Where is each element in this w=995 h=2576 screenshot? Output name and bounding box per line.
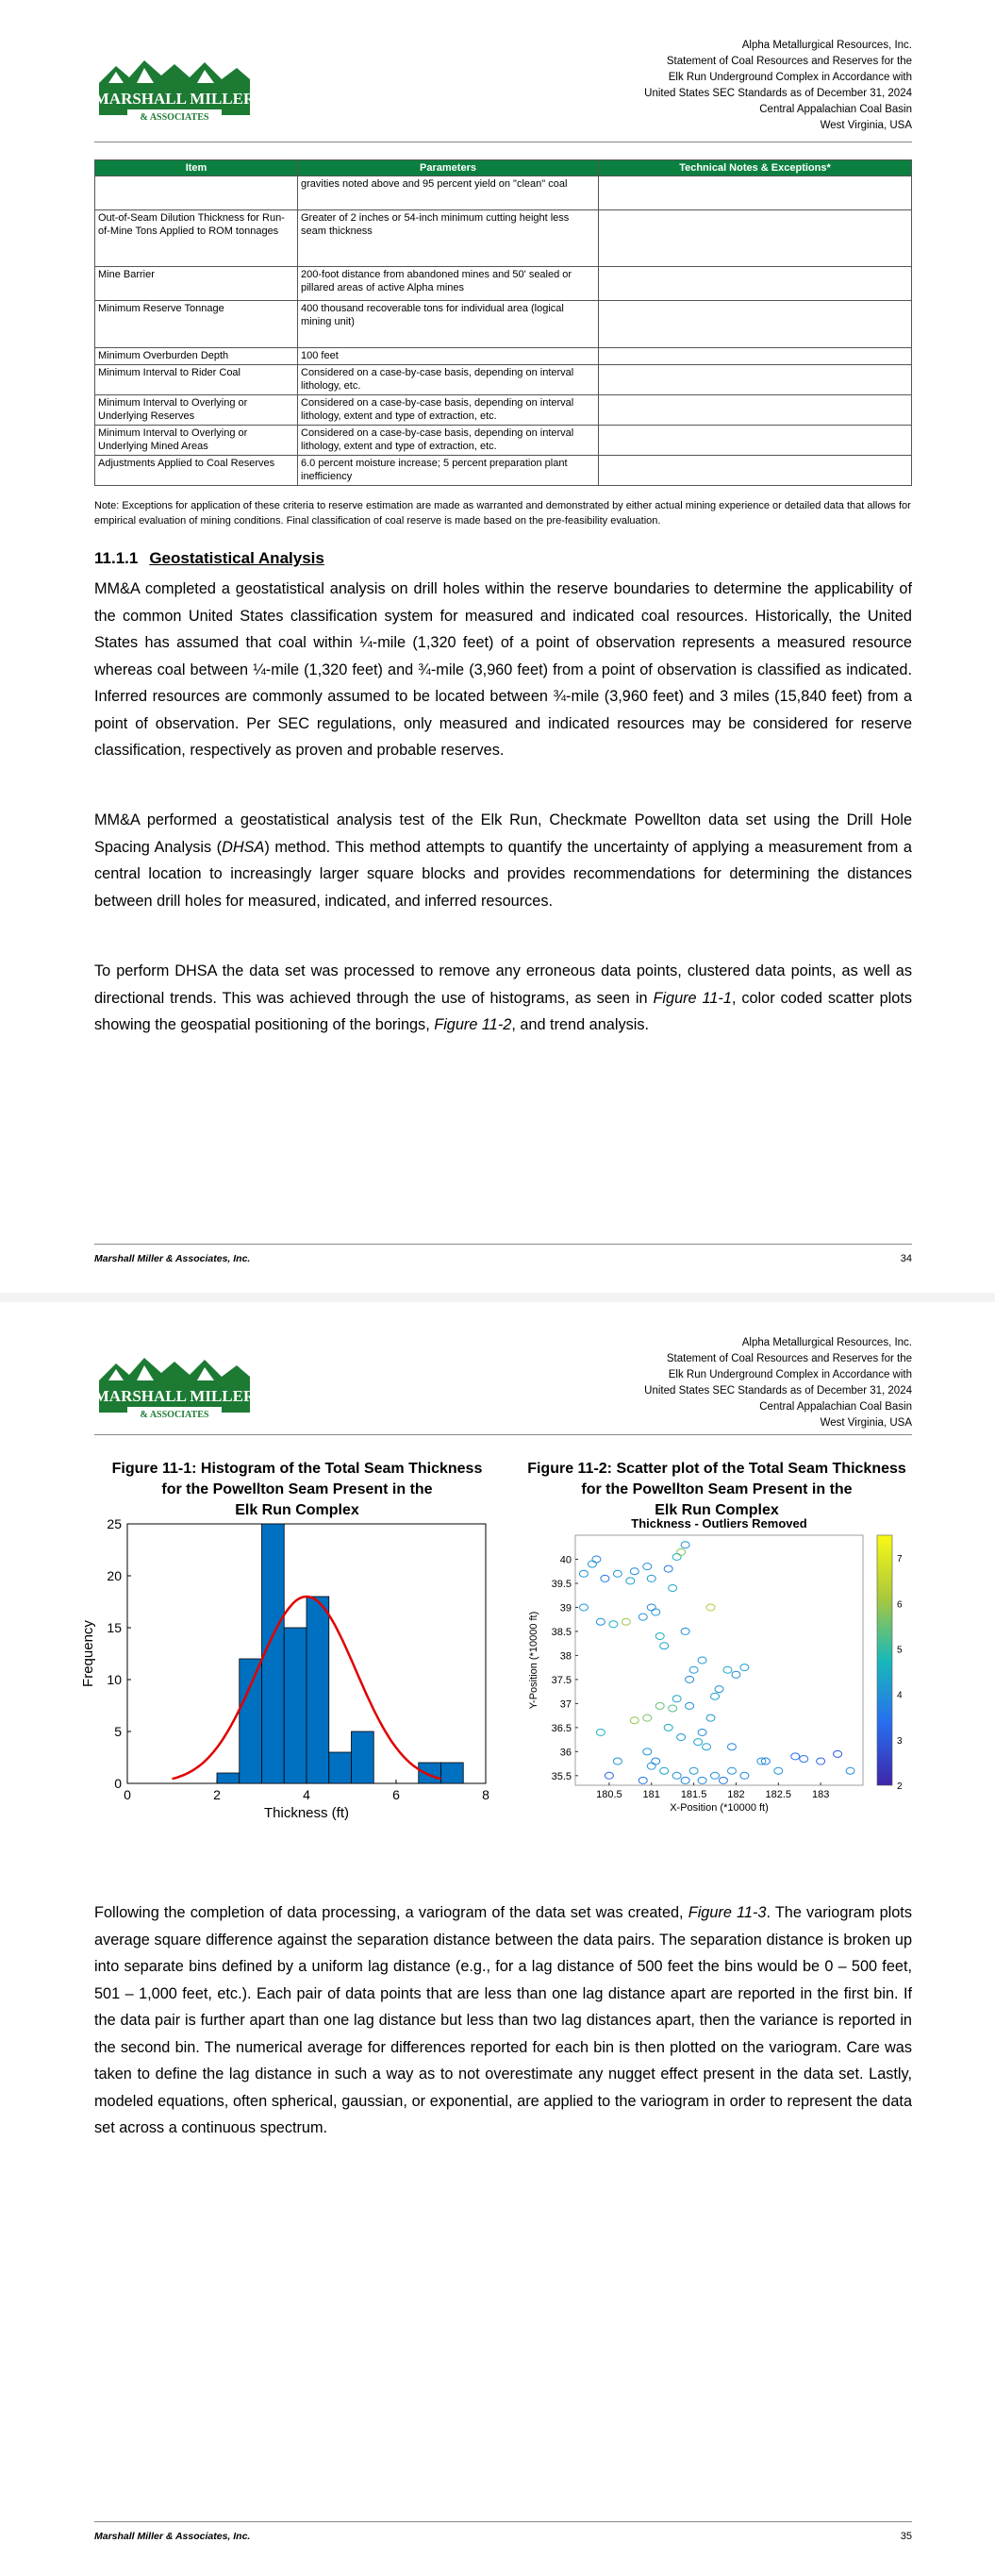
cell-param: gravities noted above and 95 percent yield on "clean" coal: [298, 176, 599, 210]
header-line6: West Virginia, USA: [820, 1417, 912, 1429]
header-line3: Elk Run Underground Complex in Accordance with: [668, 1369, 912, 1380]
y-tick-label: 37.5: [551, 1674, 572, 1686]
table-row: [95, 426, 912, 456]
x-tick-label: 8: [482, 1787, 489, 1802]
x-tick-label: 4: [303, 1787, 310, 1802]
x-tick-label: 180.5: [596, 1789, 622, 1800]
cell-param: 100 feet: [298, 348, 599, 365]
cell-item: Minimum Reserve Tonnage: [95, 301, 298, 348]
histogram-bar: [329, 1752, 352, 1783]
y-tick-label: 39: [559, 1602, 572, 1614]
page-header: [644, 1335, 912, 1431]
company-logo: [99, 1354, 250, 1425]
header-line4: United States SEC Standards as of December 31, 2024: [644, 1385, 912, 1397]
cell-item: Mine Barrier: [95, 267, 298, 301]
scatter-title: Thickness - Outliers Removed: [631, 1516, 807, 1531]
logo-subtitle: & ASSOCIATES: [140, 112, 209, 123]
cell-item: Minimum Interval to Rider Coal: [95, 365, 298, 395]
table-row: [95, 267, 912, 301]
footer-company: Marshall Miller & Associates, Inc.: [94, 2531, 251, 2542]
y-axis-label: Frequency: [80, 1620, 96, 1687]
y-tick-label: 15: [107, 1620, 122, 1635]
page-header: [644, 38, 912, 134]
header-line2: Statement of Coal Resources and Reserves for the: [666, 56, 912, 67]
table-row: [95, 348, 912, 365]
scatter-chart: [523, 1514, 920, 1826]
header-company: Alpha Metallurgical Resources, Inc.: [741, 1337, 912, 1348]
section-heading: [94, 549, 324, 568]
table-row: [95, 210, 912, 267]
header-line4: United States SEC Standards as of December 31, 2024: [644, 88, 912, 99]
paragraph-3: To perform DHSA the data set was processed to remove any erroneous data points, clustered data points, as well as directional trends. This was achieved through the use of histograms, as seen in Figure 11-1, color coded scatter plots showing the geospatial positioning of the borings, Figure 11-2, and trend analysis.: [94, 962, 912, 1033]
histogram-bar: [441, 1763, 464, 1783]
table-row: [95, 456, 912, 486]
table-row: [95, 365, 912, 395]
footer-rule: [94, 2521, 912, 2522]
x-tick-label: 6: [392, 1787, 400, 1802]
footer-rule: [94, 1244, 912, 1245]
header-line5: Central Appalachian Coal Basin: [759, 104, 912, 115]
histogram-bar: [352, 1731, 374, 1783]
colorbar-tick-label: 7: [897, 1554, 903, 1565]
figure-11-2-caption: Figure 11-2: Scatter plot of the Total Seam Thickness for the Powellton Seam Present in the Elk Run Complex: [527, 1461, 906, 1518]
th-parameters: Parameters: [298, 160, 599, 176]
histogram-bar: [240, 1659, 262, 1783]
x-tick-label: 182.5: [765, 1789, 792, 1800]
y-tick-label: 38.5: [551, 1626, 572, 1638]
histogram-bar: [284, 1628, 307, 1783]
cell-item: Adjustments Applied to Coal Reserves: [95, 456, 298, 486]
page-number: 34: [900, 1253, 912, 1264]
y-tick-label: 37: [559, 1698, 572, 1711]
cell-notes: [599, 301, 912, 348]
cell-item: [95, 176, 298, 210]
cell-notes: [599, 456, 912, 486]
histogram-bar: [419, 1763, 441, 1783]
colorbar-tick-label: 3: [897, 1735, 903, 1747]
cell-item: Out-of-Seam Dilution Thickness for Run-of-Mine Tons Applied to ROM tonnages: [95, 210, 298, 267]
header-company: Alpha Metallurgical Resources, Inc.: [741, 40, 912, 51]
logo-subtitle: & ASSOCIATES: [140, 1410, 209, 1420]
cell-notes: [599, 365, 912, 395]
y-tick-label: 10: [107, 1672, 122, 1687]
y-tick-label: 36: [559, 1747, 572, 1759]
y-tick-label: 25: [107, 1516, 122, 1531]
cell-param: 200-foot distance from abandoned mines and 50' sealed or pillared areas of active Alpha mines: [298, 267, 599, 301]
page-number: 35: [900, 2531, 912, 2542]
x-tick-label: 183: [811, 1789, 830, 1800]
cell-item: Minimum Interval to Overlying or Underlying Mined Areas: [95, 426, 298, 456]
cell-item: Minimum Interval to Overlying or Underlying Reserves: [95, 395, 298, 426]
colorbar-tick-label: 2: [897, 1781, 903, 1792]
y-tick-label: 40: [559, 1554, 572, 1566]
company-logo: [99, 57, 250, 127]
histogram-chart: [75, 1514, 509, 1826]
page-35: [0, 1302, 995, 2576]
x-tick-label: 181.5: [680, 1789, 707, 1800]
cell-param: Greater of 2 inches or 54-inch minimum cutting height less seam thickness: [298, 210, 599, 267]
x-tick-label: 2: [213, 1787, 221, 1802]
x-axis-label: Thickness (ft): [263, 1805, 350, 1821]
cell-notes: [599, 426, 912, 456]
page-separator: [0, 1293, 995, 1302]
table-row: [95, 395, 912, 426]
y-axis-label: Y-Position (*10000 ft): [528, 1611, 539, 1710]
x-tick-label: 182: [727, 1789, 745, 1800]
footer-company: Marshall Miller & Associates, Inc.: [94, 1253, 251, 1264]
header-rule: [94, 1434, 912, 1435]
cell-notes: [599, 348, 912, 365]
histogram-bar: [307, 1597, 329, 1783]
paragraph-4: Following the completion of data processing, a variogram of the data set was created, Figure 11-3. The variogram plots average square difference against the separation distance between the data pairs. The separation distance is broken up into separate bins defined by a uniform lag distance (e.g., for a lag distance of 500 feet the bins would be 0 – 500 feet, 501 – 1,000 feet, etc.). Each pair of data points that are less than one lag distance apart are reported in the first bin. If the data pair is further apart than one lag distance but less than two lag distances apart, then the variance is reported in the second bin. The numerical average for differences reported for each bin is then plotted on the variogram. Care was taken to define the lag distance in such a way as to not overestimate any nugget effect present in the data set. Lastly, modeled equations, often spherical, gaussian, or exponential, are applied to the variogram in order to represent the data set across a continuous spectrum.: [94, 1904, 912, 2136]
criteria-table: [94, 159, 912, 486]
cell-item: Minimum Overburden Depth: [95, 348, 298, 365]
th-notes: Technical Notes & Exceptions*: [599, 160, 912, 176]
y-tick-label: 39.5: [551, 1578, 572, 1590]
y-tick-label: 38: [559, 1650, 572, 1663]
y-tick-label: 0: [114, 1776, 122, 1791]
header-line2: Statement of Coal Resources and Reserves for the: [666, 1353, 912, 1364]
cell-notes: [599, 267, 912, 301]
x-tick-label: 181: [642, 1789, 660, 1800]
header-line5: Central Appalachian Coal Basin: [759, 1401, 912, 1413]
th-item: Item: [95, 160, 298, 176]
cell-param: 400 thousand recoverable tons for individual area (logical mining unit): [298, 301, 599, 348]
colorbar-tick-label: 4: [897, 1690, 903, 1701]
header-line6: West Virginia, USA: [820, 120, 912, 131]
table-note: Note: Exceptions for application of these criteria to reserve estimation are made as warranted and demonstrated by either actual mining experience or detailed data that allows for empirical evaluation of mining conditions. Final classification of coal reserve is made based on the pre-feasibility evaluation.: [94, 500, 911, 527]
paragraph-1: MM&A completed a geostatistical analysis on drill holes within the reserve boundaries to determine the applicability of the common United States classification system for measured and indicated coal resources. Historically, the United States has assumed that coal within ¼-mile (1,320 feet) of a point of observation represents a measured resource whereas coal between ¼-mile (1,320 feet) and ¾-mile (3,960 feet) from a point of observation is classified as indicated. Inferred resources are commonly assumed to be located between ¾-mile (3,960 feet) and 3 miles (15,840 feet) from a point of observation. Per SEC regulations, only measured and indicated resources may be considered for reserve classification, respectively as proven and probable reserves.: [94, 580, 912, 759]
colorbar-tick-label: 5: [897, 1645, 903, 1656]
colorbar: [877, 1535, 892, 1785]
table-header-row: [95, 160, 912, 176]
y-tick-label: 36.5: [551, 1722, 572, 1734]
logo-wordmark: MARSHALL MILLER: [99, 90, 250, 108]
table-row: [95, 301, 912, 348]
cell-param: 6.0 percent moisture increase; 5 percent preparation plant inefficiency: [298, 456, 599, 486]
header-line3: Elk Run Underground Complex in Accordance with: [668, 72, 912, 83]
table-row: [95, 176, 912, 210]
cell-param: Considered on a case-by-case basis, depending on interval lithology, etc.: [298, 365, 599, 395]
cell-notes: [599, 176, 912, 210]
cell-notes: [599, 210, 912, 267]
y-tick-label: 20: [107, 1568, 122, 1583]
x-axis-label: X-Position (*10000 ft): [670, 1802, 769, 1814]
figure-11-1-caption: Figure 11-1: Histogram of the Total Seam Thickness for the Powellton Seam Present in the Elk Run Complex: [111, 1461, 483, 1518]
section-number: 11.1.1: [94, 549, 139, 567]
colorbar-tick-label: 6: [897, 1599, 903, 1611]
y-tick-label: 5: [114, 1724, 122, 1739]
logo-wordmark: MARSHALL MILLER: [99, 1387, 250, 1405]
cell-param: Considered on a case-by-case basis, depending on interval lithology, extent and type of extraction, etc.: [298, 395, 599, 426]
cell-notes: [599, 395, 912, 426]
paragraph-2: MM&A performed a geostatistical analysis test of the Elk Run, Checkmate Powellton data set using the Drill Hole Spacing Analysis (DHSA) method. This method attempts to quantify the uncertainty of applying a measurement from a central location to increasingly larger square blocks and provides recommendations for determining the distances between drill holes for measured, indicated, and inferred resources.: [94, 811, 912, 910]
x-tick-label: 0: [124, 1787, 131, 1802]
y-tick-label: 35.5: [551, 1770, 572, 1782]
scatter-plot-area: [575, 1535, 863, 1785]
cell-param: Considered on a case-by-case basis, depending on interval lithology, extent and type of extraction, etc.: [298, 426, 599, 456]
histogram-bar: [217, 1773, 240, 1783]
section-title: Geostatistical Analysis: [149, 549, 324, 567]
